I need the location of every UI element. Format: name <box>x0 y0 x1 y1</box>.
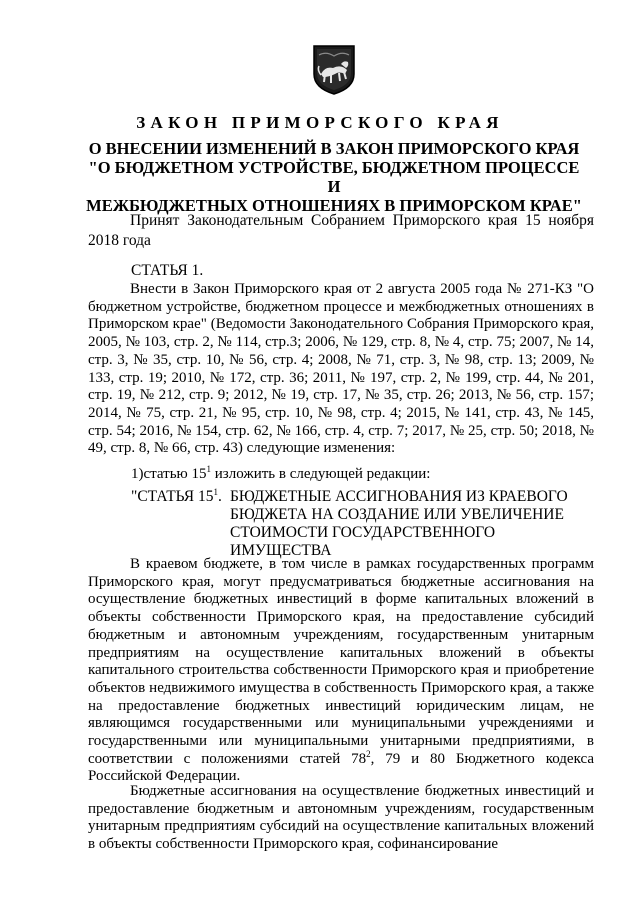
quoted-title-line: БЮДЖЕТА НА СОЗДАНИЕ ИЛИ УВЕЛИЧЕНИЕ <box>230 506 564 523</box>
quoted-article-title <box>230 488 600 560</box>
article-paragraph: Внести в Закон Приморского края от 2 августа 2005 года № 271-КЗ "О бюджетном устройстве, бюджетном процессе и межбюджетных отношениях в Приморском крае" (Ведомости Законодательного Собрания Приморского края, 2005, № 103, стр. 2, № 114, стр.3; 2006, № 129, стр. 8, № 4, стр. 75; 2007, № 14, стр. 3, № 35, стр. 10, № 56, стр. 4; 2008, № 71, стр. 3, № 98, стр. 13; 2009, № 133, стр. 19; 2010, № 172, стр. 36; 2011, № 197, стр. 2, № 199, стр. 44, № 201, стр. 19, № 212, стр. 9; 2012, № 19, стр. 17, № 35, стр. 26; 2013, № 56, стр. 157; 2014, № 75, стр. 21, № 95, стр. 10, № 98, стр. 4; 2015, № 141, стр. 43, № 145, стр. 54; 2016, № 154, стр. 62, № 166, стр. 4, стр. 7; 2017, № 25, стр. 50; 2018, № 49, стр. 8, № 66, стр. 43) следующие изменения: <box>88 281 594 457</box>
adoption-note: Принят Законодательным Собранием Приморского края 15 ноября 2018 года <box>88 212 594 249</box>
body-paragraph <box>88 556 594 786</box>
law-subtitle <box>84 139 584 215</box>
quoted-article-label-text: "СТАТЬЯ 15 <box>131 488 214 505</box>
coat-of-arms-icon <box>311 44 357 96</box>
paragraph-text: В краевом бюджете, в том числе в рамках государственных программ Приморского края, могут предусматриваться бюджетные ассигнования на осуществление бюджетных инвестиций в форме капитальных вложений в объекты собственности Приморского края, на предоставление субсидий бюджетным и автономным учреждениям, государственным унитарным предприятиям на осуществление капитальных вложений в объекты капитального строительства собственности Приморского края и приобретение объектов недвижимого имущества в собственность Приморского края, а также на предоставление бюджетных инвестиций юридическим лицам, не являющимся государственными или муниципальными учреждениями и государственными или муниципальными унитарными предприятиями, в соответствии с положениями статей 78 <box>88 556 594 767</box>
body-paragraph <box>88 783 594 854</box>
article-body <box>88 281 594 458</box>
subtitle-line: О ВНЕСЕНИИ ИЗМЕНЕНИЙ В ЗАКОН ПРИМОРСКОГО КРАЯ <box>88 139 580 158</box>
quoted-article-label-end: . <box>217 488 222 505</box>
article-heading: СТАТЬЯ 1. <box>131 262 204 279</box>
body-paragraph-text <box>88 556 594 786</box>
superscript: 1 <box>213 486 218 497</box>
paragraph-text: Бюджетные ассигнования на осуществление бюджетных инвестиций и предоставление бюджетным и автономным учреждениям, государственным унитарным предприятиям субсидий на осуществление капитальных вложений в объекты собственности Приморского края, софинансирование <box>88 783 594 853</box>
paragraph-tail: , 79 и 80 Бюджетного кодекса Российской Федерации. <box>88 750 594 785</box>
law-title: ЗАКОН ПРИМОРСКОГО КРАЯ <box>136 113 504 132</box>
subtitle-line: МЕЖБЮДЖЕТНЫХ ОТНОШЕНИЯХ В ПРИМОРСКОМ КРАЕ" <box>86 196 582 215</box>
quoted-title-line: БЮДЖЕТНЫЕ АССИГНОВАНИЯ ИЗ КРАЕВОГО <box>230 488 568 505</box>
superscript: 2 <box>366 748 371 759</box>
quoted-title-line: СТОИМОСТИ ГОСУДАРСТВЕННОГО ИМУЩЕСТВА <box>230 524 496 559</box>
amendment-item <box>131 466 430 483</box>
subtitle-line: "О БЮДЖЕТНОМ УСТРОЙСТВЕ, БЮДЖЕТНОМ ПРОЦЕССЕ И <box>88 158 580 196</box>
amendment-item-suffix: изложить в следующей редакции: <box>211 466 431 482</box>
amendment-item-prefix: 1)статью 15 <box>131 466 207 482</box>
quoted-article-label <box>131 488 222 506</box>
superscript: 1 <box>206 464 212 474</box>
